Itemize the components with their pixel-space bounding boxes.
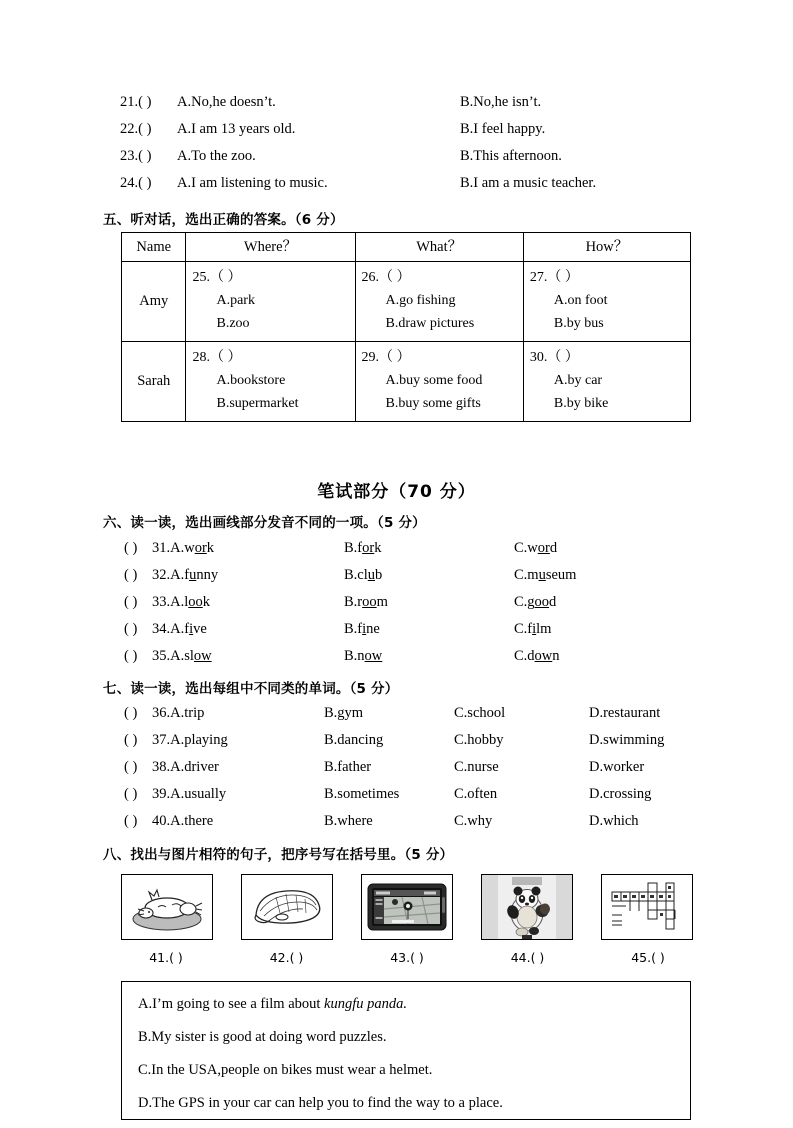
option-b: B.where [324, 813, 373, 829]
question-row [120, 148, 720, 175]
option-a: A.park [216, 293, 255, 308]
option-c: C.film [514, 621, 552, 637]
cell-sarah-where[interactable] [186, 342, 355, 422]
sleeping-cat-drawing-icon [122, 875, 212, 939]
sentence-option-b: B.My sister is good at doing word puzzles. [138, 1029, 387, 1045]
picture-box-44[interactable] [481, 874, 573, 940]
option-b: B.I am a music teacher. [460, 175, 597, 191]
option-a: 40.A.there [152, 813, 214, 829]
option-b: B.gym [324, 705, 364, 721]
bike-helmet-drawing-icon [242, 875, 332, 939]
picture-label-43[interactable]: 43.( ) [390, 950, 424, 965]
option-b: B.room [344, 594, 388, 610]
option-b: B.dancing [324, 732, 384, 748]
option-b: B.by bus [553, 316, 604, 331]
option-b: B.This afternoon. [460, 148, 562, 164]
section-five-heading: 五、听对话，选出正确的答案。（6 分） [103, 212, 344, 228]
choice-row [124, 705, 744, 732]
option-b: B.No,he isn’t. [460, 94, 542, 110]
choice-row [124, 567, 744, 594]
sentence-option-d: D.The GPS in your car can help you to find the way to a place. [138, 1095, 503, 1111]
section-seven-heading: 七、读一读，选出每组中不同类的单词。（5 分） [103, 681, 399, 697]
option-a: A.on foot [553, 293, 608, 308]
option-b: B.fine [344, 621, 380, 637]
option-b: B.zoo [216, 316, 250, 331]
question-number: 25.（ ） [192, 270, 242, 285]
answer-bracket[interactable]: ( ) [124, 813, 138, 829]
option-a: 31.A.work [152, 540, 215, 556]
cell-amy-what[interactable] [355, 262, 523, 342]
option-b: B.by bike [553, 396, 609, 411]
option-a: A.bookstore [216, 373, 286, 388]
cell-sarah-what[interactable] [355, 342, 523, 422]
question-number: 21.( ) [120, 94, 152, 110]
option-d: D.worker [589, 759, 645, 775]
answer-bracket[interactable]: ( ) [124, 759, 138, 775]
picture-label-41[interactable]: 41.( ) [149, 950, 183, 965]
question-number: 23.( ) [120, 148, 152, 164]
choice-row [124, 786, 744, 813]
written-part-title: 笔试部分（70 分） [317, 482, 476, 502]
answer-bracket[interactable]: ( ) [124, 786, 138, 802]
question-number: 29.（ ） [361, 350, 411, 365]
picture-box-45[interactable] [601, 874, 693, 940]
cell-amy-where[interactable] [186, 262, 355, 342]
answer-bracket[interactable]: ( ) [124, 705, 138, 721]
option-a: 34.A.five [152, 621, 207, 637]
option-b: B.I feel happy. [460, 121, 546, 137]
section-six-choices [124, 540, 744, 675]
option-b: B.draw pictures [385, 316, 475, 331]
table-row [122, 262, 691, 342]
dialogue-answer-table [121, 232, 691, 422]
option-a: 35.A.slow [152, 648, 212, 664]
option-c: C.school [454, 705, 506, 721]
column-header-where: Where？ [186, 233, 355, 262]
option-a: 37.A.playing [152, 732, 228, 748]
column-header-how: How？ [523, 233, 690, 262]
option-b: B.father [324, 759, 372, 775]
choice-row [124, 732, 744, 759]
option-a: A.To the zoo. [177, 148, 256, 164]
crossword-puzzle-grid-icon [602, 875, 692, 939]
option-a: A.No,he doesn’t. [177, 94, 276, 110]
section-six-heading: 六、读一读，选出画线部分发音不同的一项。（5 分） [103, 515, 426, 531]
option-b: B.fork [344, 540, 382, 556]
sentence-option-a: A.I’m going to see a film about kungfu panda. [138, 996, 408, 1012]
question-number: 28.（ ） [192, 350, 242, 365]
option-c: C.good [514, 594, 557, 610]
answer-bracket[interactable]: ( ) [124, 732, 138, 748]
question-number: 26.（ ） [361, 270, 411, 285]
option-a: A.I am 13 years old. [177, 121, 296, 137]
question-row [120, 175, 720, 202]
option-a: 33.A.look [152, 594, 210, 610]
option-b: B.now [344, 648, 383, 664]
choice-row [124, 813, 744, 840]
option-d: D.which [589, 813, 639, 829]
choice-row [124, 594, 744, 621]
option-a: 39.A.usually [152, 786, 227, 802]
option-a: 36.A.trip [152, 705, 205, 721]
answer-bracket[interactable]: ( ) [124, 648, 138, 664]
question-number: 27.（ ） [529, 270, 579, 285]
option-c: C.why [454, 813, 493, 829]
picture-label-42[interactable]: 42.( ) [269, 950, 304, 965]
option-d: D.swimming [589, 732, 665, 748]
option-b: B.buy some gifts [385, 396, 481, 411]
cell-sarah-how[interactable] [523, 342, 690, 422]
picture-box-41[interactable] [121, 874, 213, 940]
row-name-sarah: Sarah [122, 342, 186, 422]
option-a: 38.A.driver [152, 759, 219, 775]
choice-row [124, 759, 744, 786]
gps-navigator-photo-icon [362, 875, 452, 939]
picture-label-44[interactable]: 44.( ) [510, 950, 545, 965]
section-eight-heading: 八、找出与图片相符的句子，把序号写在括号里。（5 分） [103, 847, 454, 863]
sentence-option-c: C.In the USA,people on bikes must wear a helmet. [138, 1062, 433, 1078]
question-number: 30.（ ） [529, 350, 579, 365]
option-c: C.down [514, 648, 560, 664]
question-number: 22.( ) [120, 121, 152, 137]
picture-row [121, 874, 693, 940]
cell-amy-how[interactable] [523, 262, 690, 342]
section-seven-choices [124, 705, 744, 840]
option-d: D.crossing [589, 786, 652, 802]
question-number: 24.( ) [120, 175, 152, 191]
column-header-what: What？ [355, 233, 523, 262]
option-a: A.buy some food [385, 373, 483, 388]
kungfu-panda-photo-icon [482, 875, 572, 939]
option-b: B.club [344, 567, 383, 583]
option-a: 32.A.funny [152, 567, 219, 583]
picture-box-43[interactable] [361, 874, 453, 940]
option-a: A.by car [553, 373, 603, 388]
option-d: D.restaurant [589, 705, 661, 721]
option-c: C.hobby [454, 732, 504, 748]
question-row [120, 121, 720, 148]
option-b: B.sometimes [324, 786, 400, 802]
answer-bracket[interactable]: ( ) [124, 594, 138, 610]
question-row [120, 94, 720, 121]
answer-bracket[interactable]: ( ) [124, 567, 138, 583]
picture-number-row [121, 950, 693, 965]
row-name-amy: Amy [122, 262, 186, 342]
option-c: C.often [454, 786, 498, 802]
listening-answer-list [120, 94, 720, 202]
picture-box-42[interactable] [241, 874, 333, 940]
option-c: C.word [514, 540, 558, 556]
answer-bracket[interactable]: ( ) [124, 540, 138, 556]
choice-row [124, 648, 744, 675]
table-header-row [122, 233, 691, 262]
option-a: A.I am listening to music. [177, 175, 328, 191]
sentence-options-box [121, 981, 691, 1120]
option-a: A.go fishing [385, 293, 456, 308]
choice-row [124, 621, 744, 648]
column-header-name: Name [122, 233, 186, 262]
option-c: C.museum [514, 567, 577, 583]
table-row [122, 342, 691, 422]
answer-bracket[interactable]: ( ) [124, 621, 138, 637]
option-c: C.nurse [454, 759, 499, 775]
choice-row [124, 540, 744, 567]
picture-label-45[interactable]: 45.( ) [631, 950, 665, 965]
option-b: B.supermarket [216, 396, 299, 411]
